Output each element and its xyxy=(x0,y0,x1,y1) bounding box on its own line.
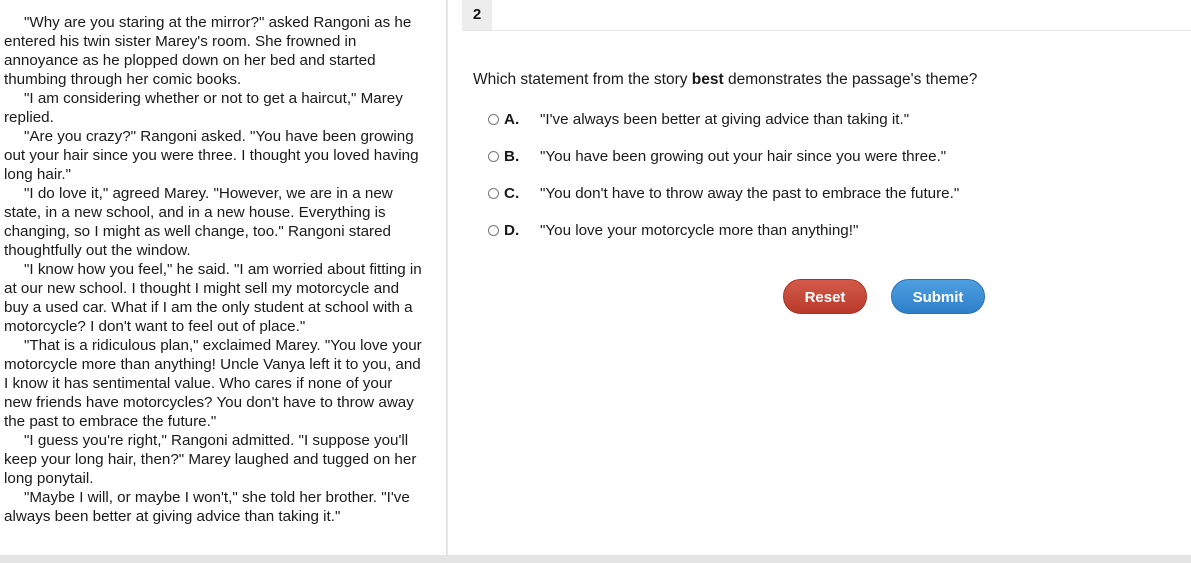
radio-button[interactable] xyxy=(488,188,499,199)
question-stem-bold: best xyxy=(691,71,724,88)
passage-paragraph: "I guess you're right," Rangoni admitted. "I suppose you'll keep your long hair, then?" Marey laughed and tugged on her long ponytail. xyxy=(4,432,417,487)
passage-paragraph: "Are you crazy?" Rangoni asked. "You have been growing out your hair since you were three. I thought you loved having long hair." xyxy=(4,128,419,183)
radio-button[interactable] xyxy=(488,114,499,125)
passage-paragraph: "I know how you feel," he said. "I am worried about fitting in at our new school. I thought I might sell my motorcycle and buy a used car. What if I am the only student at school with a motorcycle? I don't want to feel out of place." xyxy=(4,261,422,335)
passage-paragraph: "I do love it," agreed Marey. "However, we are in a new state, in a new school, and in a new house. Everything is changing, so I might as well change, too." Rangoni stared thoughtfully out the window. xyxy=(4,185,393,259)
question-stem xyxy=(473,71,977,89)
passage-paragraph: "Why are you staring at the mirror?" asked Rangoni as he entered his twin sister Marey's room. She frowned in annoyance as he plopped down on her bed and started thumbing through her comic books. xyxy=(4,14,412,88)
submit-button[interactable]: Submit xyxy=(891,279,985,314)
choice-letter: C. xyxy=(504,184,520,202)
choice-letter: D. xyxy=(504,221,520,239)
question-header xyxy=(462,0,1191,31)
radio-button[interactable] xyxy=(488,225,499,236)
question-pane xyxy=(448,0,1191,555)
passage-pane[interactable] xyxy=(0,0,447,555)
passage-paragraph: "Maybe I will, or maybe I won't," she told her brother. "I've always been better at giving advice than taking it." xyxy=(4,489,410,525)
reset-button[interactable]: Reset xyxy=(783,279,867,314)
question-number: 2 xyxy=(462,0,492,30)
answer-choice-b[interactable] xyxy=(488,145,946,167)
choice-text: "You love your motorcycle more than anything!" xyxy=(540,221,859,239)
choice-text: "I've always been better at giving advice than taking it." xyxy=(540,110,910,128)
passage-text xyxy=(4,13,424,526)
question-stem-suffix: demonstrates the passage's theme? xyxy=(723,71,978,88)
choice-text: "You don't have to throw away the past to embrace the future." xyxy=(540,184,960,202)
answer-choice-c[interactable] xyxy=(488,182,959,204)
choice-text: "You have been growing out your hair since you were three." xyxy=(540,147,947,165)
answer-choice-a[interactable] xyxy=(488,108,909,130)
choice-letter: B. xyxy=(504,147,520,165)
answer-choice-d[interactable] xyxy=(488,219,858,241)
bottom-scroll-strip xyxy=(0,555,1191,563)
question-stem-prefix: Which statement from the story xyxy=(473,71,692,88)
passage-paragraph: "That is a ridiculous plan," exclaimed Marey. "You love your motorcycle more than anything! Uncle Vanya left it to you, and I know it has sentimental value. Who cares if none of your new friends have motorcycles? You don't have to throw away the past to embrace the future." xyxy=(4,337,422,430)
choice-letter: A. xyxy=(504,110,520,128)
passage-paragraph: "I am considering whether or not to get a haircut," Marey replied. xyxy=(4,90,403,126)
radio-button[interactable] xyxy=(488,151,499,162)
